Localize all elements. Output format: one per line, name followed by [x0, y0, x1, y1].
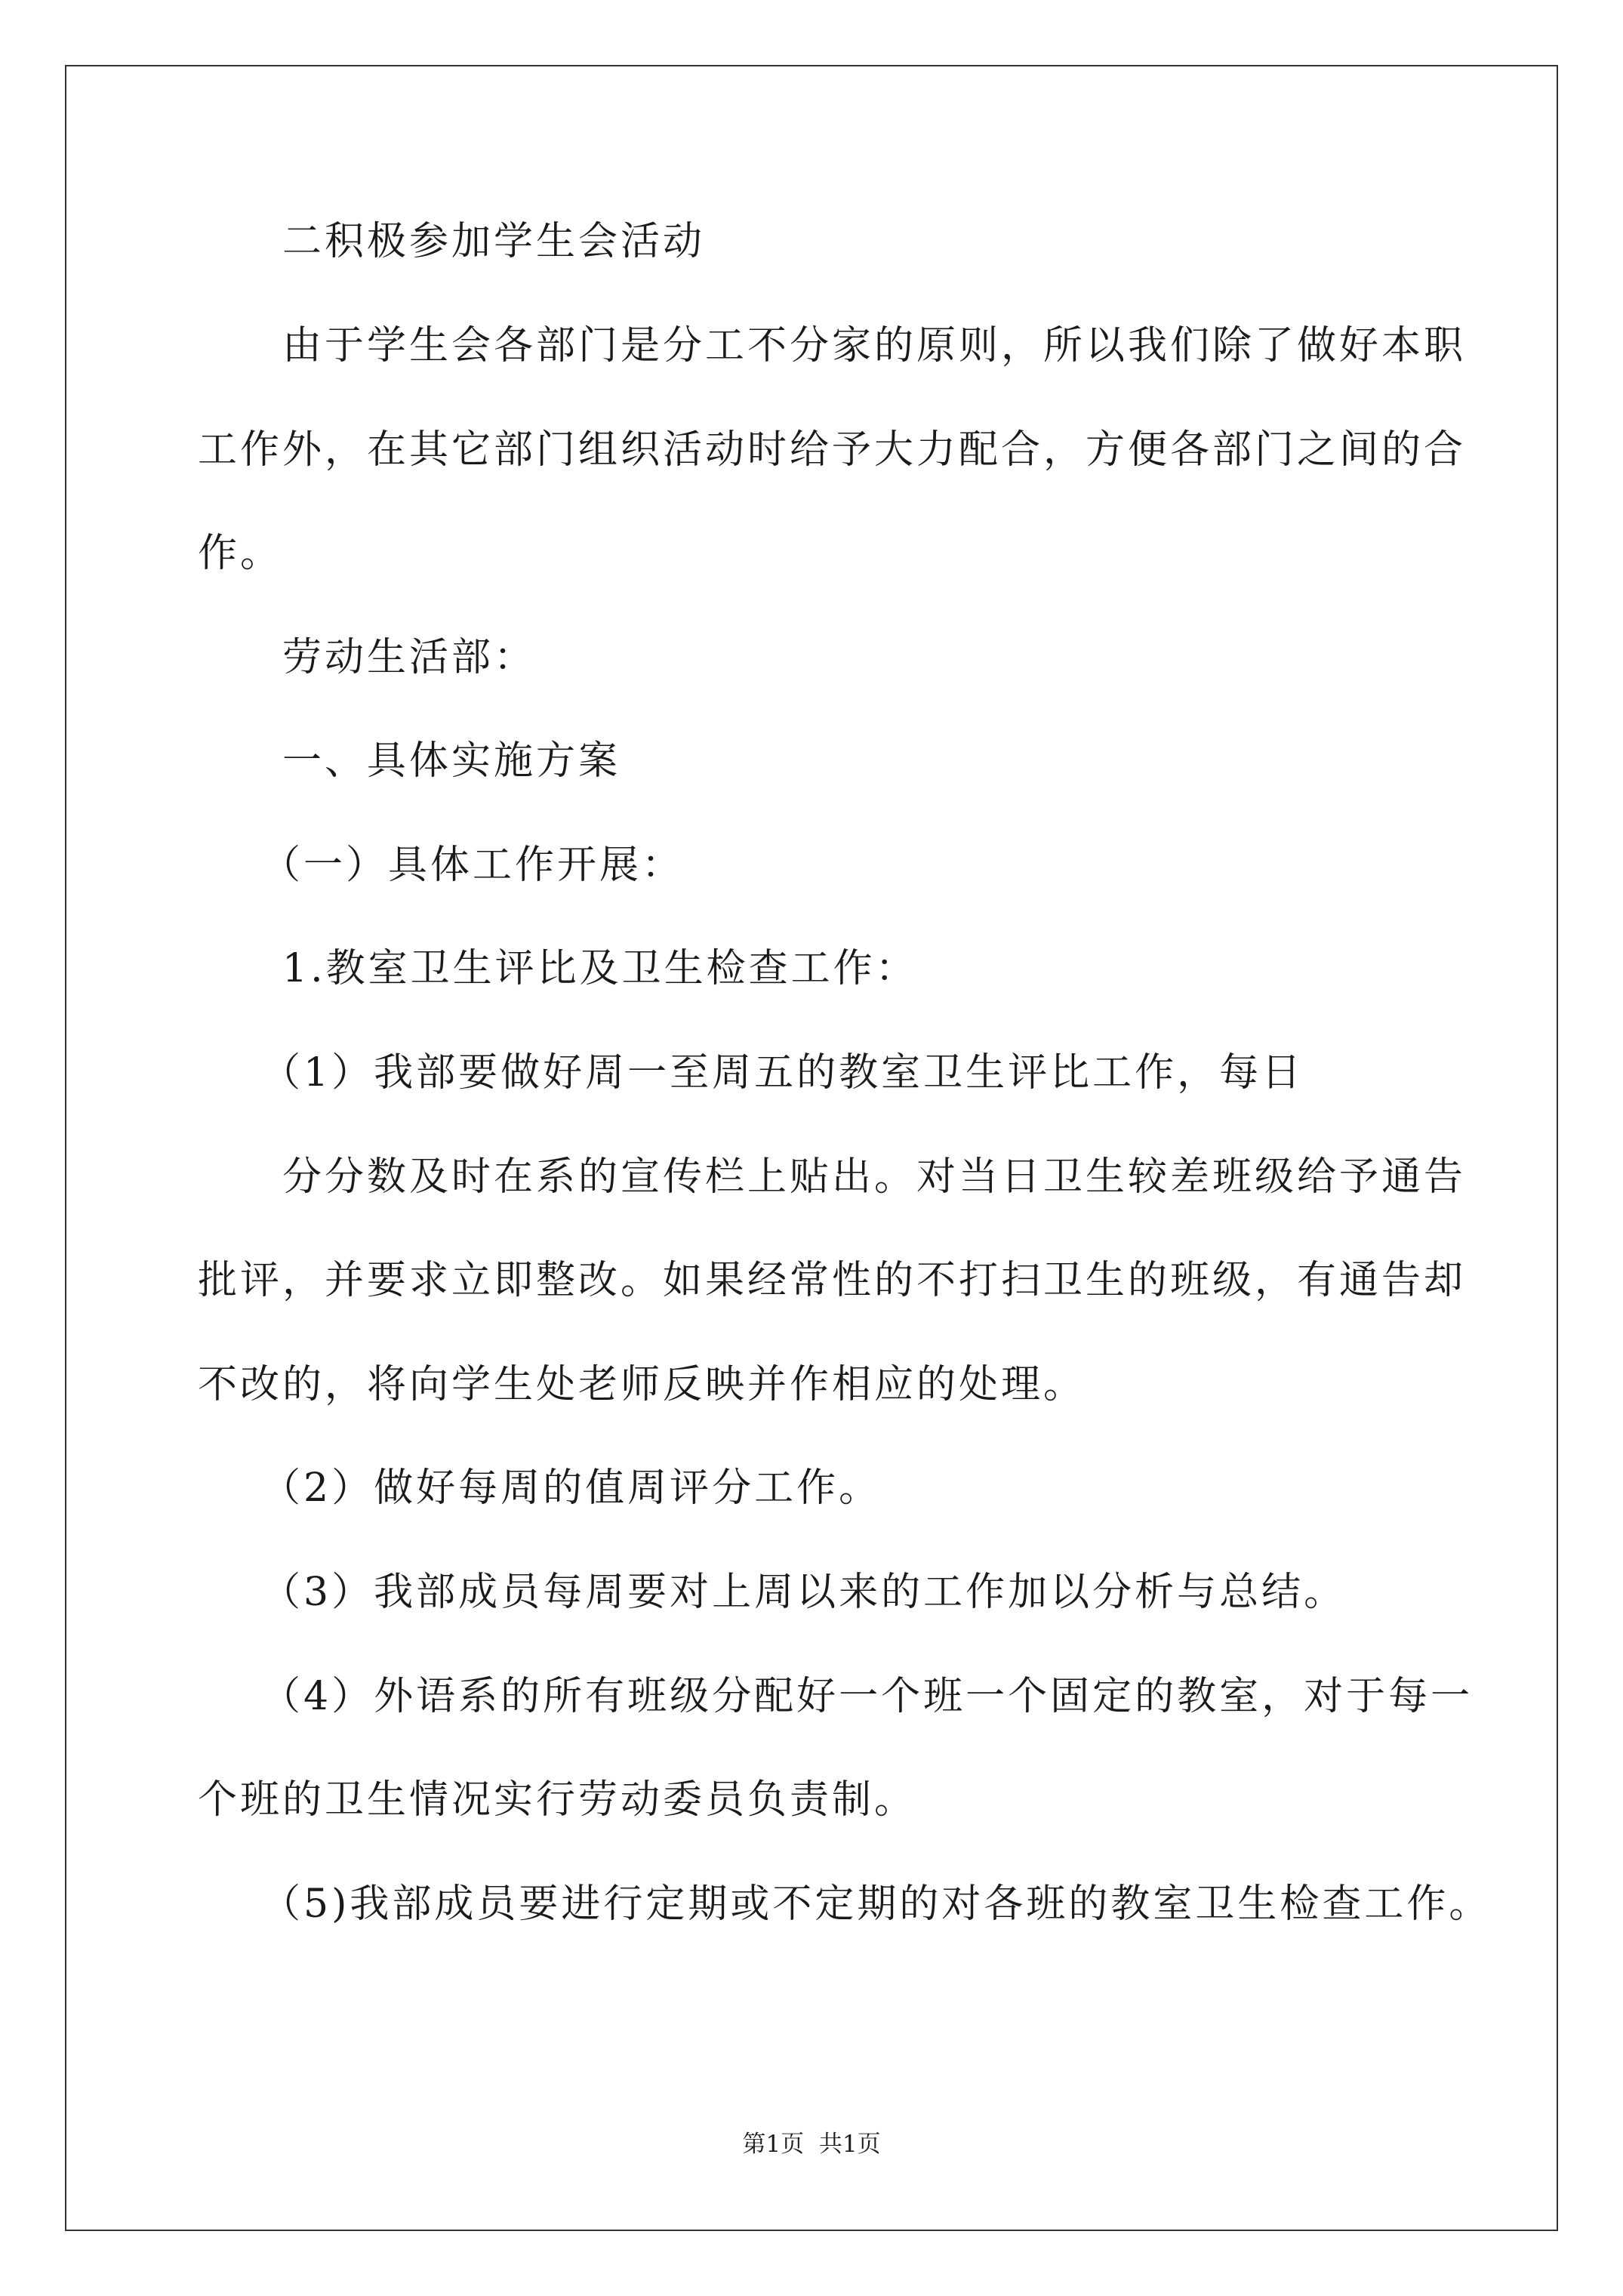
section-heading: 二积极参加学生会活动 [282, 219, 706, 264]
page-footer: 第1页 共1页 [742, 2131, 881, 2158]
paragraph-line: （4）外语系的所有班级分配好一个班一个固定的教室，对于每一 [261, 1674, 1474, 1719]
subsection-heading: 1.教室卫生评比及卫生检查工作： [282, 946, 918, 991]
subsection-heading: （一）具体工作开展： [261, 843, 685, 888]
paragraph-line: 不改的，将向学生处老师反映并作相应的处理。 [198, 1362, 1086, 1407]
paragraph-line: （2）做好每周的值周评分工作。 [261, 1465, 882, 1511]
paragraph-line: （5)我部成员要进行定期或不定期的对各班的教室卫生检查工作。 [261, 1881, 1492, 1927]
paragraph-line: 工作外，在其它部门组织活动时给予大力配合，方便各部门之间的合 [198, 427, 1467, 473]
paragraph-line: 批评，并要求立即整改。如果经常性的不打扫卫生的班级，有通告却 [198, 1258, 1467, 1303]
paragraph-line: 个班的卫生情况实行劳动委员负责制。 [198, 1777, 917, 1823]
paragraph-line: （1）我部要做好周一至周五的教室卫生评比工作，每日 [261, 1050, 1304, 1096]
paragraph-line: 由于学生会各部门是分工不分家的原则，所以我们除了做好本职 [282, 323, 1467, 368]
paragraph-line: 作。 [198, 531, 283, 576]
paragraph-line: 分分数及时在系的宣传栏上贴出。对当日卫生较差班级给予通告 [282, 1154, 1467, 1200]
section-heading: 劳动生活部： [282, 635, 537, 680]
section-heading: 一、具体实施方案 [282, 738, 621, 784]
paragraph-line: （3）我部成员每周要对上周以来的工作加以分析与总结。 [261, 1570, 1347, 1615]
